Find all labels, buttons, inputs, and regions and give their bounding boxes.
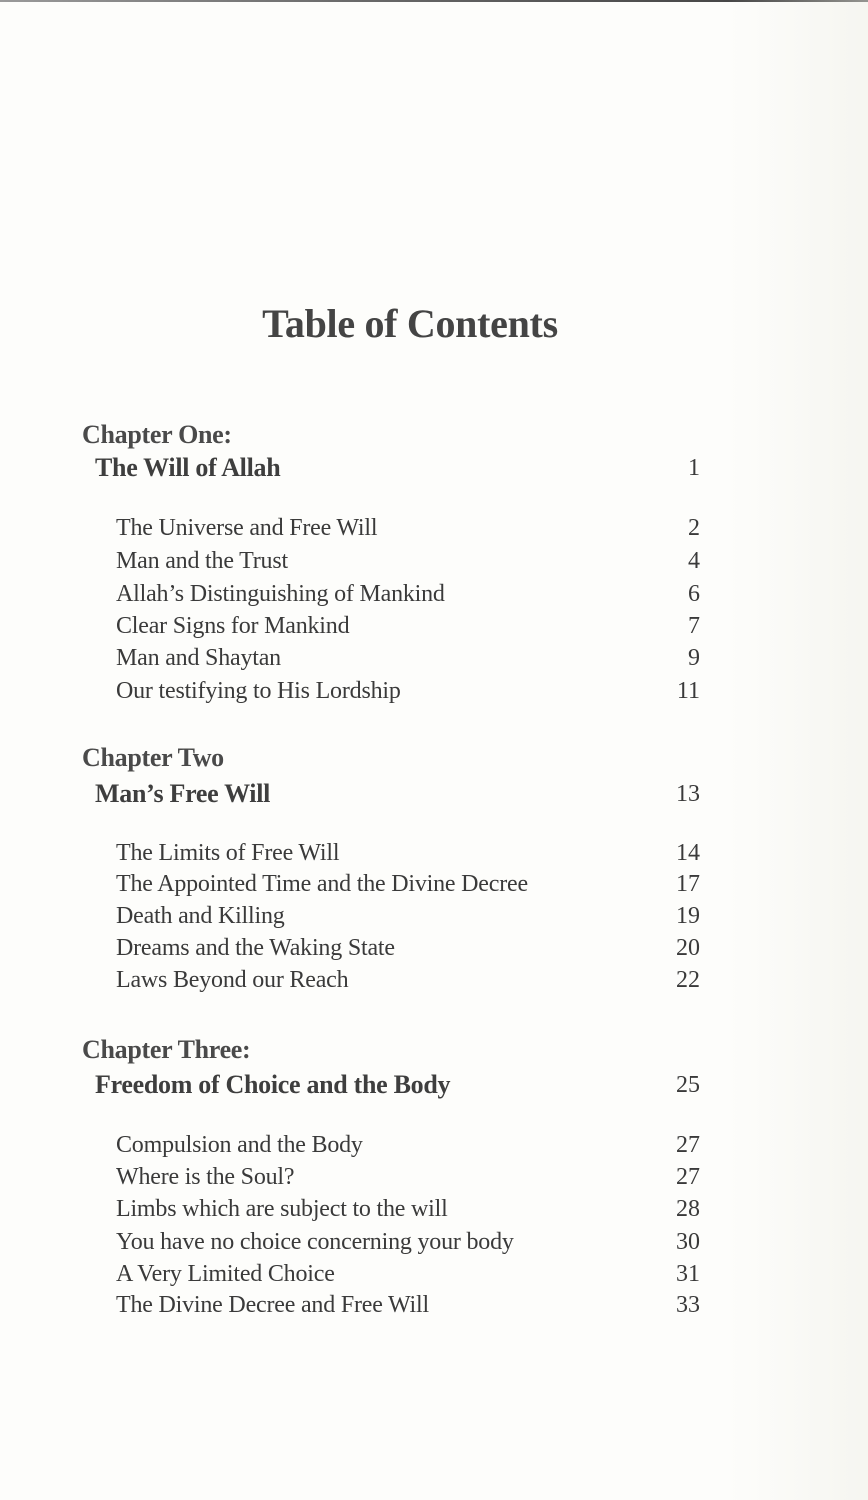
section-title: A Very Limited Choice <box>116 1261 335 1287</box>
section-page: 4 <box>688 548 700 574</box>
section-page: 31 <box>676 1261 700 1287</box>
section-title: The Limits of Free Will <box>116 840 340 866</box>
chapter-page: 25 <box>676 1072 700 1098</box>
section-page: 11 <box>676 678 700 704</box>
section-page: 20 <box>676 935 700 961</box>
section-title: Death and Killing <box>116 903 285 929</box>
page-title: Table of Contents <box>262 301 558 346</box>
chapter-page: 13 <box>676 781 700 807</box>
section-page: 28 <box>676 1196 700 1222</box>
chapter-page: 1 <box>688 455 700 481</box>
section-page: 27 <box>676 1164 700 1190</box>
section-page: 7 <box>688 613 700 639</box>
section-title: Where is the Soul? <box>116 1164 295 1190</box>
section-title: Limbs which are subject to the will <box>116 1196 448 1222</box>
chapter-label: Chapter Three: <box>82 1035 251 1064</box>
section-title: You have no choice concerning your body <box>116 1229 514 1255</box>
page-shading <box>728 0 868 1500</box>
section-title: Laws Beyond our Reach <box>116 967 349 993</box>
section-page: 33 <box>676 1292 700 1318</box>
section-title: Compulsion and the Body <box>116 1132 363 1158</box>
section-title: The Universe and Free Will <box>116 515 378 541</box>
section-page: 19 <box>676 903 700 929</box>
section-page: 9 <box>688 645 700 671</box>
section-title: Man and Shaytan <box>116 645 281 671</box>
chapter-title: The Will of Allah <box>95 453 281 482</box>
chapter-label: Chapter Two <box>82 743 224 772</box>
section-title: The Appointed Time and the Divine Decree <box>116 871 528 897</box>
section-title: Clear Signs for Mankind <box>116 613 350 639</box>
chapter-title: Man’s Free Will <box>95 779 271 808</box>
section-page: 17 <box>676 871 700 897</box>
section-title: Man and the Trust <box>116 548 288 574</box>
section-page: 30 <box>676 1229 700 1255</box>
section-page: 22 <box>676 967 700 993</box>
section-page: 14 <box>676 840 700 866</box>
section-title: Dreams and the Waking State <box>116 935 395 961</box>
section-title: The Divine Decree and Free Will <box>116 1292 429 1318</box>
section-title: Allah’s Distinguishing of Mankind <box>116 581 445 607</box>
chapter-title: Freedom of Choice and the Body <box>95 1070 451 1099</box>
chapter-label: Chapter One: <box>82 420 232 449</box>
section-page: 6 <box>688 581 700 607</box>
section-page: 27 <box>676 1132 700 1158</box>
section-title: Our testifying to His Lordship <box>116 678 401 704</box>
section-page: 2 <box>688 515 700 541</box>
